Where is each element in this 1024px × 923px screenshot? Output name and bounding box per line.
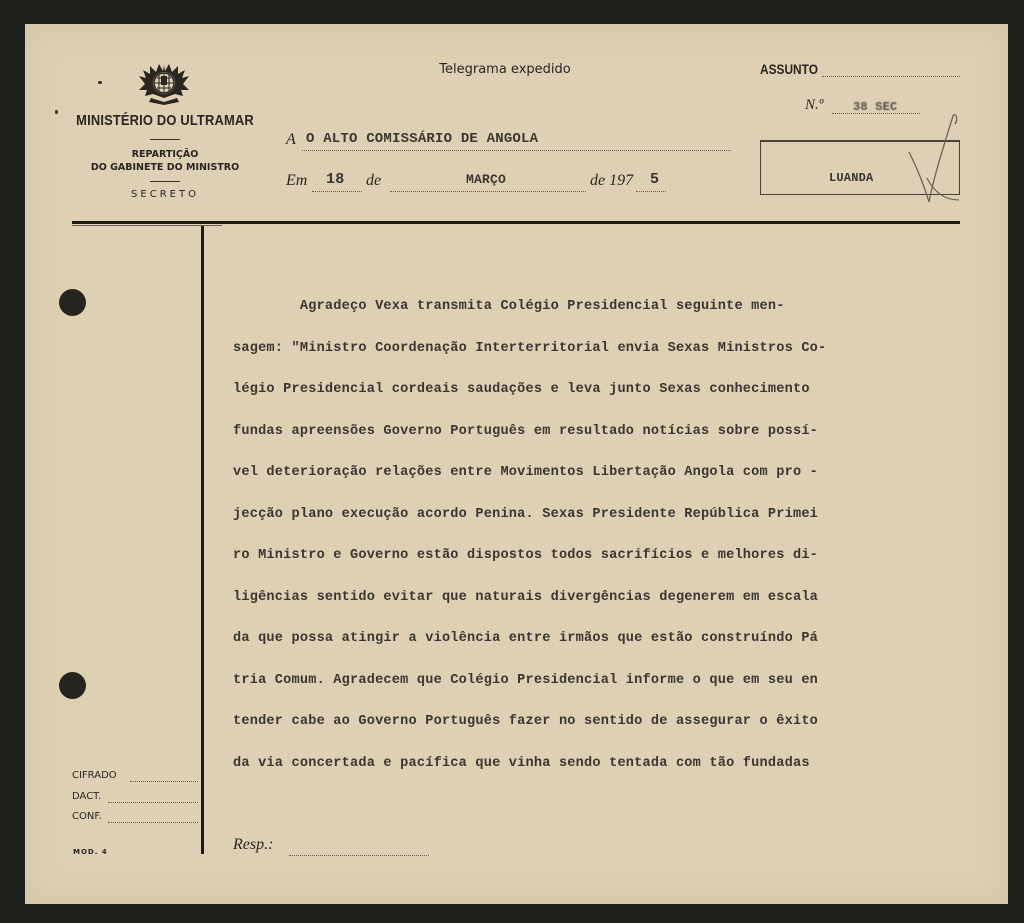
handwritten-check-icon <box>903 108 965 208</box>
subject-label: ASSUNTO <box>760 61 818 77</box>
body-line: jecção plano execução acordo Penina. Sexas Presidente República Primei <box>233 506 819 522</box>
recipient-field[interactable] <box>286 130 731 152</box>
cifrado-line <box>130 770 198 782</box>
punch-hole <box>59 672 86 699</box>
punch-hole <box>59 289 86 316</box>
date-de-2: de 197 <box>590 172 634 189</box>
body-line: ligências sentido evitar que naturais divergências degenerem em escala <box>233 589 819 605</box>
resp-line <box>289 836 429 856</box>
telegram-form <box>25 24 1008 904</box>
date-prefix: Em <box>286 172 308 189</box>
body-line: fundas apreensões Governo Português em resultado notícias sobre possí- <box>233 423 819 439</box>
body-line: légio Presidencial cordeais saudações e leva junto Sexas conhecimento <box>233 382 810 397</box>
date-de-1: de <box>366 172 382 189</box>
header-rule <box>72 221 960 224</box>
department-line-1: REPARTIÇÃO <box>131 149 199 160</box>
date-year-digit: 5 <box>650 171 660 188</box>
divider <box>150 139 180 140</box>
body-line: da que possa atingir a violência entre irmãos que estão construíndo Pá <box>233 631 819 646</box>
resp-field[interactable] <box>233 836 453 860</box>
divider <box>150 181 180 182</box>
date-field[interactable] <box>286 170 686 194</box>
date-month: MARÇO <box>466 172 507 187</box>
ink-speck <box>55 110 58 114</box>
body-line: sagem: "Ministro Coordenação Interterritorial envia Sexas Ministros Co- <box>233 340 827 356</box>
body-line: tria Comum. Agradecem que Colégio Presidencial informe o que em seu en <box>233 672 819 688</box>
form-title: Telegrama expedido <box>439 62 571 77</box>
department <box>55 148 275 174</box>
recipient-label: A <box>286 131 296 148</box>
body-line: Agradeço Vexa transmita Colégio Presidencial seguinte men- <box>233 299 785 314</box>
destination-value: LUANDA <box>829 171 874 185</box>
dact-field[interactable] <box>72 791 200 805</box>
classification-label: SECRETO <box>131 189 199 200</box>
header-rule-thin <box>72 225 222 226</box>
body-line: da via concertada e pacífica que vinha sendo tentada com tão fundadas <box>233 755 810 771</box>
recipient-value: O ALTO COMISSÁRIO DE ANGOLA <box>306 131 539 147</box>
body-line: ro Ministro e Governo estão dispostos todos sacrifícios e melhores di- <box>233 548 819 563</box>
conf-field[interactable] <box>72 811 200 825</box>
conf-line <box>108 811 198 823</box>
cifrado-label: CIFRADO <box>72 770 117 781</box>
ministry-name: MINISTÉRIO DO ULTRAMAR <box>76 112 254 129</box>
message-body <box>233 286 993 784</box>
margin-rule <box>201 226 204 854</box>
dact-line <box>108 791 198 803</box>
number-value: 38 SEC <box>853 100 898 114</box>
body-line: tender cabe ao Governo Português fazer no sentido de assegurar o êxito <box>233 714 819 729</box>
date-day: 18 <box>326 171 345 188</box>
department-line-2: DO GABINETE DO MINISTRO <box>90 162 240 173</box>
number-label: N.º <box>805 97 824 113</box>
body-line: vel deterioração relações entre Movimentos Libertação Angola com pro - <box>233 465 819 480</box>
dact-label: DACT. <box>72 791 102 802</box>
subject-field[interactable] <box>822 62 960 77</box>
conf-label: CONF. <box>72 811 102 822</box>
ink-speck <box>98 81 102 84</box>
cifrado-field[interactable] <box>72 770 200 784</box>
model-number: MOD. 4 <box>73 848 108 856</box>
coat-of-arms-icon <box>137 62 191 106</box>
resp-label: Resp.: <box>233 836 274 853</box>
